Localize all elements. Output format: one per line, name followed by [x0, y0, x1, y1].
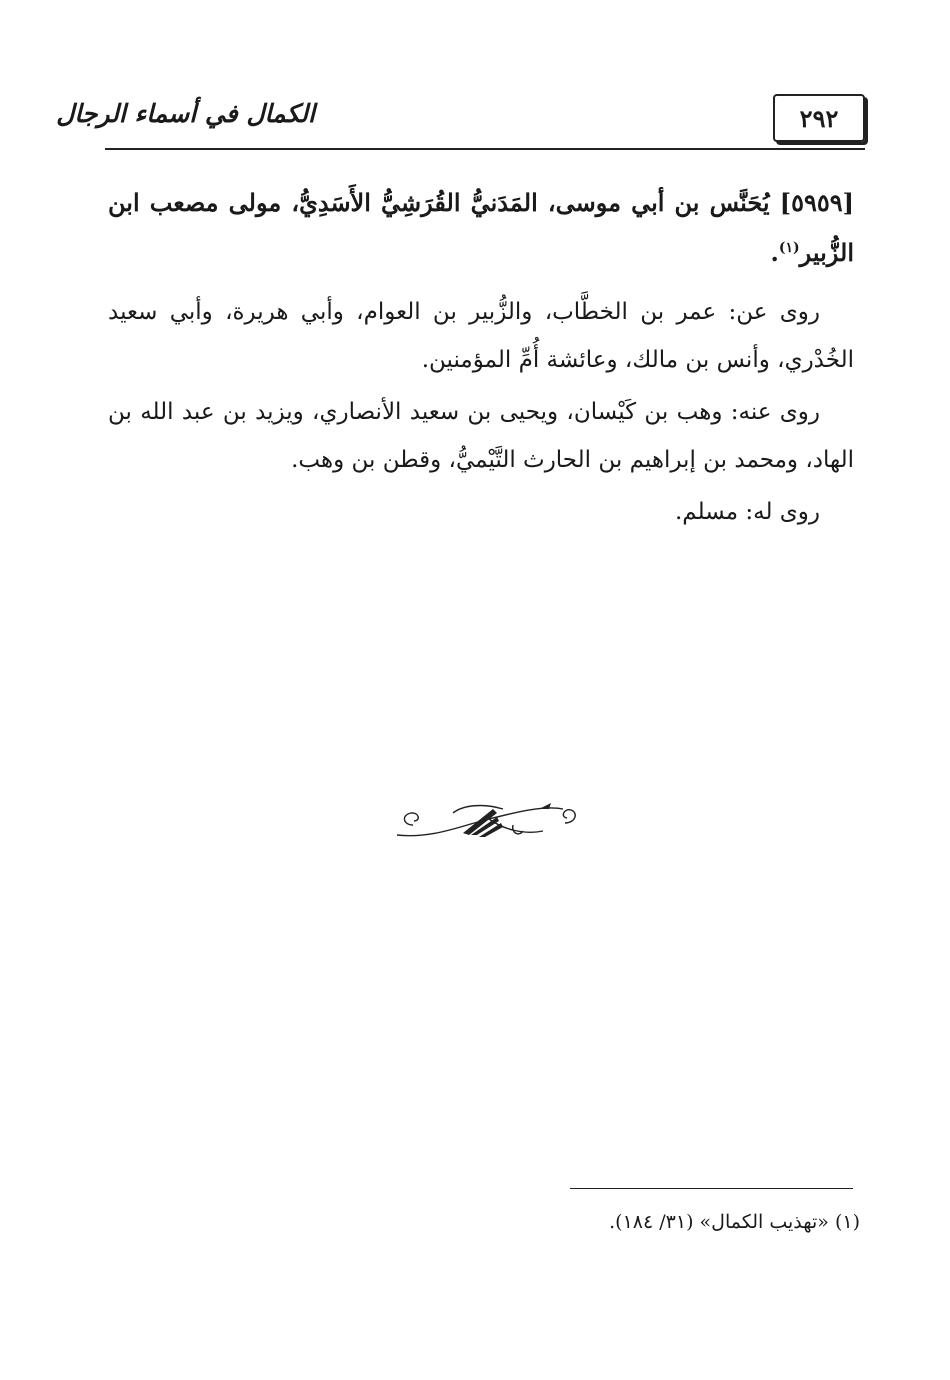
- entry-number-open-bracket: [: [842, 188, 854, 217]
- entry-number: ٥٩٥٩: [791, 188, 843, 217]
- page-number: ٢٩٢: [773, 94, 865, 142]
- footnote-divider: [570, 1188, 853, 1189]
- narrated-for-paragraph: روى له: مسلم.: [675, 499, 820, 525]
- footnote-marker: (١): [778, 240, 800, 256]
- page-header: [56, 88, 865, 150]
- entry-heading: [108, 178, 854, 278]
- floral-ornament-divider: [393, 795, 585, 845]
- entry-title-end: .: [770, 238, 779, 267]
- entry-number-close-bracket: ]: [779, 188, 792, 217]
- entry-body: [108, 178, 854, 540]
- running-title: الكمال في أسماء الرجال: [56, 99, 315, 128]
- header-divider: [105, 148, 865, 150]
- narrated-by-paragraph: روى عنه: وهب بن كَيْسان، ويحيى بن سعيد الأنصاري، ويزيد بن عبد الله بن الهاد، ومحمد بن إبراهيم بن الحارث التَّيْميُّ، وقطن بن وهب.: [108, 399, 854, 473]
- narrated-from-paragraph: روى عن: عمر بن الخطَّاب، والزُّبير بن العوام، وأبي هريرة، وأبي سعيد الخُدْري، وأنس بن مالك، وعائشة أُمِّ المؤمنين.: [108, 299, 854, 373]
- entry-title: يُحَنَّس بن أبي موسى، المَدَنيُّ القُرَشِيُّ الأَسَدِيُّ، مولى مصعب ابن الزُّبير: [108, 188, 854, 267]
- footnote: (١) «تهذيب الكمال» (٣١/ ١٨٤).: [609, 1211, 860, 1233]
